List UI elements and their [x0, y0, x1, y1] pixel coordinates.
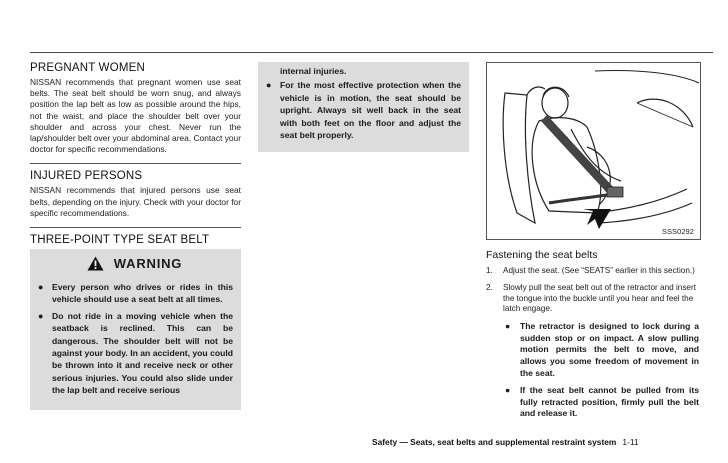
right-column — [486, 62, 699, 426]
warning-list — [36, 281, 233, 397]
warning-item-text: For the most effective protection when the vehicle is in motion, the seat should be upright. Always sit well back in the seat with both feet on the floor and adjust the seat belt properly. — [280, 80, 461, 141]
bullet-icon: ● — [266, 80, 272, 91]
seat-belt-drawing — [487, 63, 700, 239]
warning-item-text: Do not ride in a moving vehicle when the seatback is reclined. This can be dangerous. The shoulder belt will not be against your body. In an accident, you could be thrown into it and receive neck or other serious injuries. You could also slide under the lap belt and receive serious — [52, 310, 233, 396]
warning-list — [264, 79, 461, 141]
section-divider — [30, 227, 241, 228]
sub-item-text: The retractor is designed to lock during a sudden stop or on impact. A slow pulling motion permits the belt to move, and allows you some freedom of movement in the seat. — [520, 321, 699, 378]
list-item — [486, 283, 699, 420]
pregnant-women-text: NISSAN recommends that pregnant women use seat belts. The seat belt should be worn snug, and always position the lap belt as low as possible around the hips, not the waist, and place the shoulder belt over your shoulder and across your chest. Never run the lap/shoulder belt over your abdominal area. Contact your doctor for specific recommendations. — [30, 77, 241, 155]
list-item — [36, 281, 233, 306]
list-item — [486, 266, 699, 277]
list-item — [264, 79, 461, 141]
pregnant-women-heading: PREGNANT WOMEN — [30, 62, 146, 74]
warning-triangle-icon — [87, 256, 104, 271]
bullet-icon: ● — [505, 385, 511, 396]
top-rule — [30, 52, 713, 53]
warning-item-text: Every person who drives or rides in this vehicle should use a seat belt at all times. — [52, 282, 233, 305]
page-number: 1-11 — [622, 437, 639, 447]
warning-continuation-text: internal injuries. — [280, 66, 347, 76]
warning-title-row — [36, 256, 233, 271]
step-sub-list — [503, 321, 699, 420]
footer-section-title: Safety — Seats, seat belts and supplemental restraint system — [372, 437, 617, 447]
injured-persons-text: NISSAN recommends that injured persons use seat belts, depending on the injury. Check with your doctor for specific recommendations. — [30, 185, 241, 218]
left-column — [30, 62, 241, 410]
sub-item-text: If the seat belt cannot be pulled from its fully retracted position, firmly pull the belt and release it. — [520, 385, 699, 419]
middle-column — [258, 62, 469, 152]
bullet-icon: ● — [38, 282, 44, 293]
list-item — [503, 321, 699, 379]
bullet-icon: ● — [505, 321, 511, 332]
injured-persons-heading: INJURED PERSONS — [30, 170, 143, 183]
warning-title: WARNING — [113, 256, 183, 272]
section-divider — [30, 163, 241, 164]
figure-code: SSS0292 — [661, 227, 694, 236]
fastening-steps — [486, 266, 699, 420]
step-number: 2. — [486, 282, 493, 292]
step-number: 1. — [486, 266, 493, 275]
page-footer — [372, 437, 639, 447]
list-item — [36, 310, 233, 397]
warning-box — [30, 249, 241, 410]
bullet-icon: ● — [38, 310, 44, 321]
warning-continuation-box — [258, 62, 469, 152]
seat-belt-illustration — [486, 62, 701, 240]
three-point-heading: THREE-POINT TYPE SEAT BELT — [30, 234, 210, 247]
fastening-heading: Fastening the seat belts — [486, 249, 598, 261]
list-item — [503, 385, 699, 420]
step-text: Slowly pull the seat belt out of the retractor and insert the tongue into the buckle until you hear and feel the latch engage. — [503, 282, 696, 314]
step-text: Adjust the seat. (See “SEATS” earlier in this section.) — [503, 266, 695, 275]
